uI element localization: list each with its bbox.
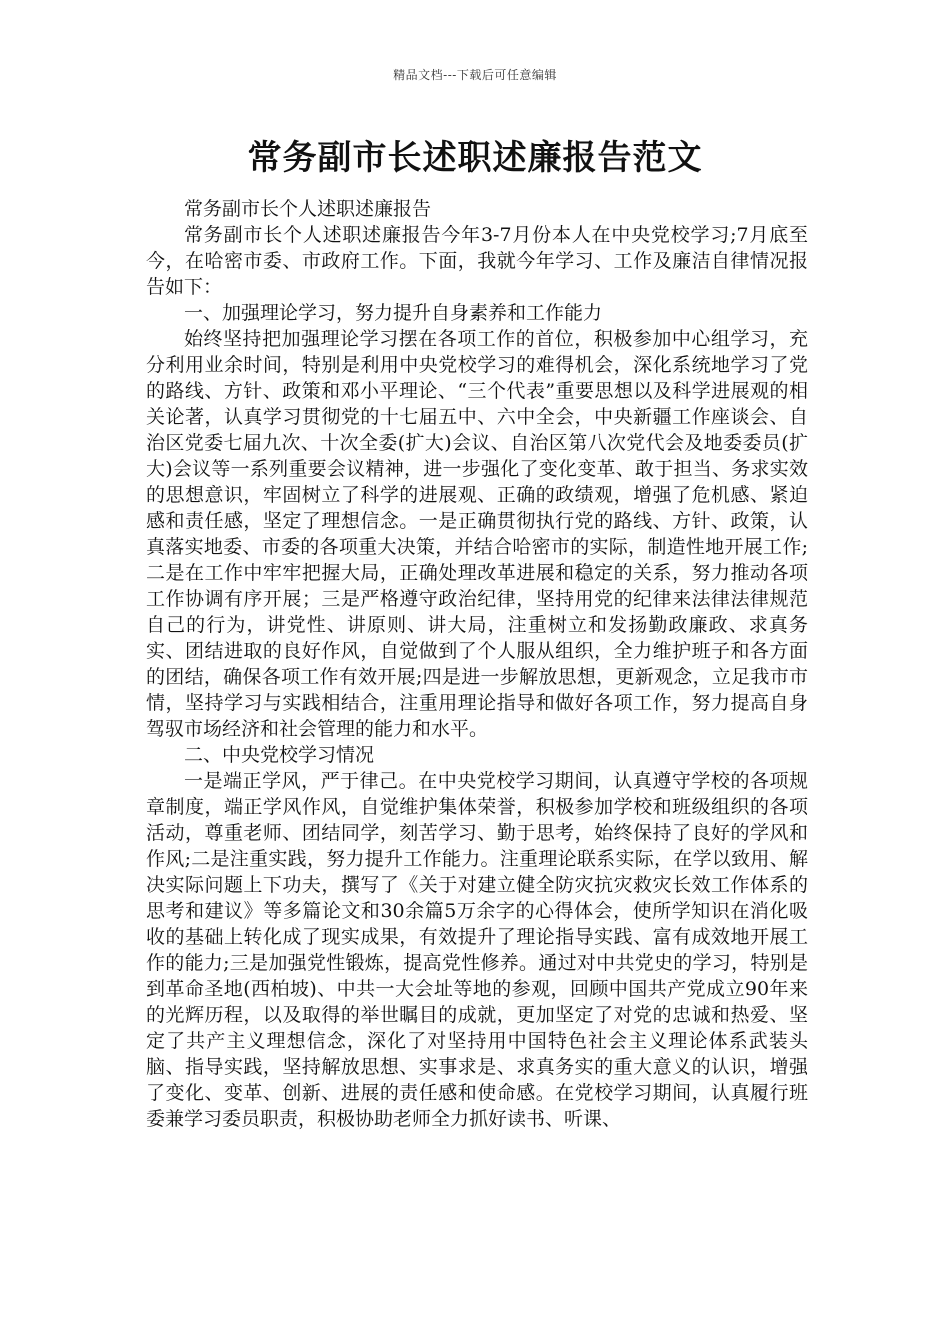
section-heading-2: 二、中央党校学习情况 bbox=[184, 744, 375, 766]
header-watermark: 精品文档---下载后可任意编辑 bbox=[393, 68, 557, 82]
paragraph-intro: 常务副市长个人述职述廉报告今年3-7月份本人在中央党校学习;7月底至今，在哈密市委、市政府工作。下面，我就今年学习、工作及廉洁自律情况报告如下： bbox=[146, 224, 808, 298]
paragraph-section-1: 始终坚持把加强理论学习摆在各项工作的首位，积极参加中心组学习，充分利用业余时间，特别是利用中央党校学习的难得机会，深化系统地学习了党的路线、方针、政策和邓小平理论、“三个代表”重要思想以及科学进展观的相关论著，认真学习贯彻党的十七届五中、六中全会，中央新疆工作座谈会、自治区党委七届九次、十次全委(扩大)会议、自治区第八次党代会及地委委员(扩大)会议等一系列重要会议精神，进一步强化了变化变革、敢于担当、务求实效的思想意识，牢固树立了科学的进展观、正确的政绩观，增强了危机感、紧迫感和责任感，坚定了理想信念。一是正确贯彻执行党的路线、方针、政策，认真落实地委、市委的各项重大决策，并结合哈密市的实际，制造性地开展工作;二是在工作中牢牢把握大局，正确处理改革进展和稳定的关系，努力推动各项工作协调有序开展；三是严格遵守政治纪律，坚持用党的纪律来法律法律规范自己的行为，讲党性、讲原则、讲大局，注重树立和发扬勤政廉政、求真务实、团结进取的良好作风，自觉做到了个人服从组织，全力维护班子和各方面的团结，确保各项工作有效开展;四是进一步解放思想，更新观念，立足我市市情，坚持学习与实践相结合，注重用理论指导和做好各项工作，努力提高自身驾驭市场经济和社会管理的能力和水平。 bbox=[146, 328, 808, 740]
document-title: 常务副市长述职述廉报告范文 bbox=[247, 138, 703, 178]
paragraph-section-2: 一是端正学风，严于律己。在中央党校学习期间，认真遵守学校的各项规章制度，端正学风作风，自觉维护集体荣誉，积极参加学校和班级组织的各项活动，尊重老师、团结同学，刻苦学习、勤于思考，始终保持了良好的学风和作风;二是注重实践，努力提升工作能力。注重理论联系实际，在学以致用、解决实际问题上下功夫，撰写了《关于对建立健全防灾抗灾救灾长效工作体系的思考和建议》等多篇论文和30余篇5万余字的心得体会，使所学知识在消化吸收的基础上转化成了现实成果，有效提升了理论指导实践、富有成效地开展工作的能力;三是加强党性锻炼，提高党性修养。通过对中共党史的学习，特别是到革命圣地(西柏坡)、中共一大会址等地的参观，回顾中国共产党成立90年来的光辉历程，以及取得的举世瞩目的成就，更加坚定了对党的忠诚和热爱、坚定了共产主义理想信念，深化了对坚持用中国特色社会主义理论体系武装头脑、指导实践，坚持解放思想、实事求是、求真务实的重大意义的认识，增强了变化、变革、创新、进展的责任感和使命感。在党校学习期间，认真履行班委兼学习委员职责，积极协助老师全力抓好读书、听课、 bbox=[146, 770, 808, 1130]
document-body bbox=[146, 196, 808, 1132]
paragraph-subtitle: 常务副市长个人述职述廉报告 bbox=[184, 198, 432, 220]
section-heading-1: 一、加强理论学习，努力提升自身素养和工作能力 bbox=[184, 302, 603, 324]
